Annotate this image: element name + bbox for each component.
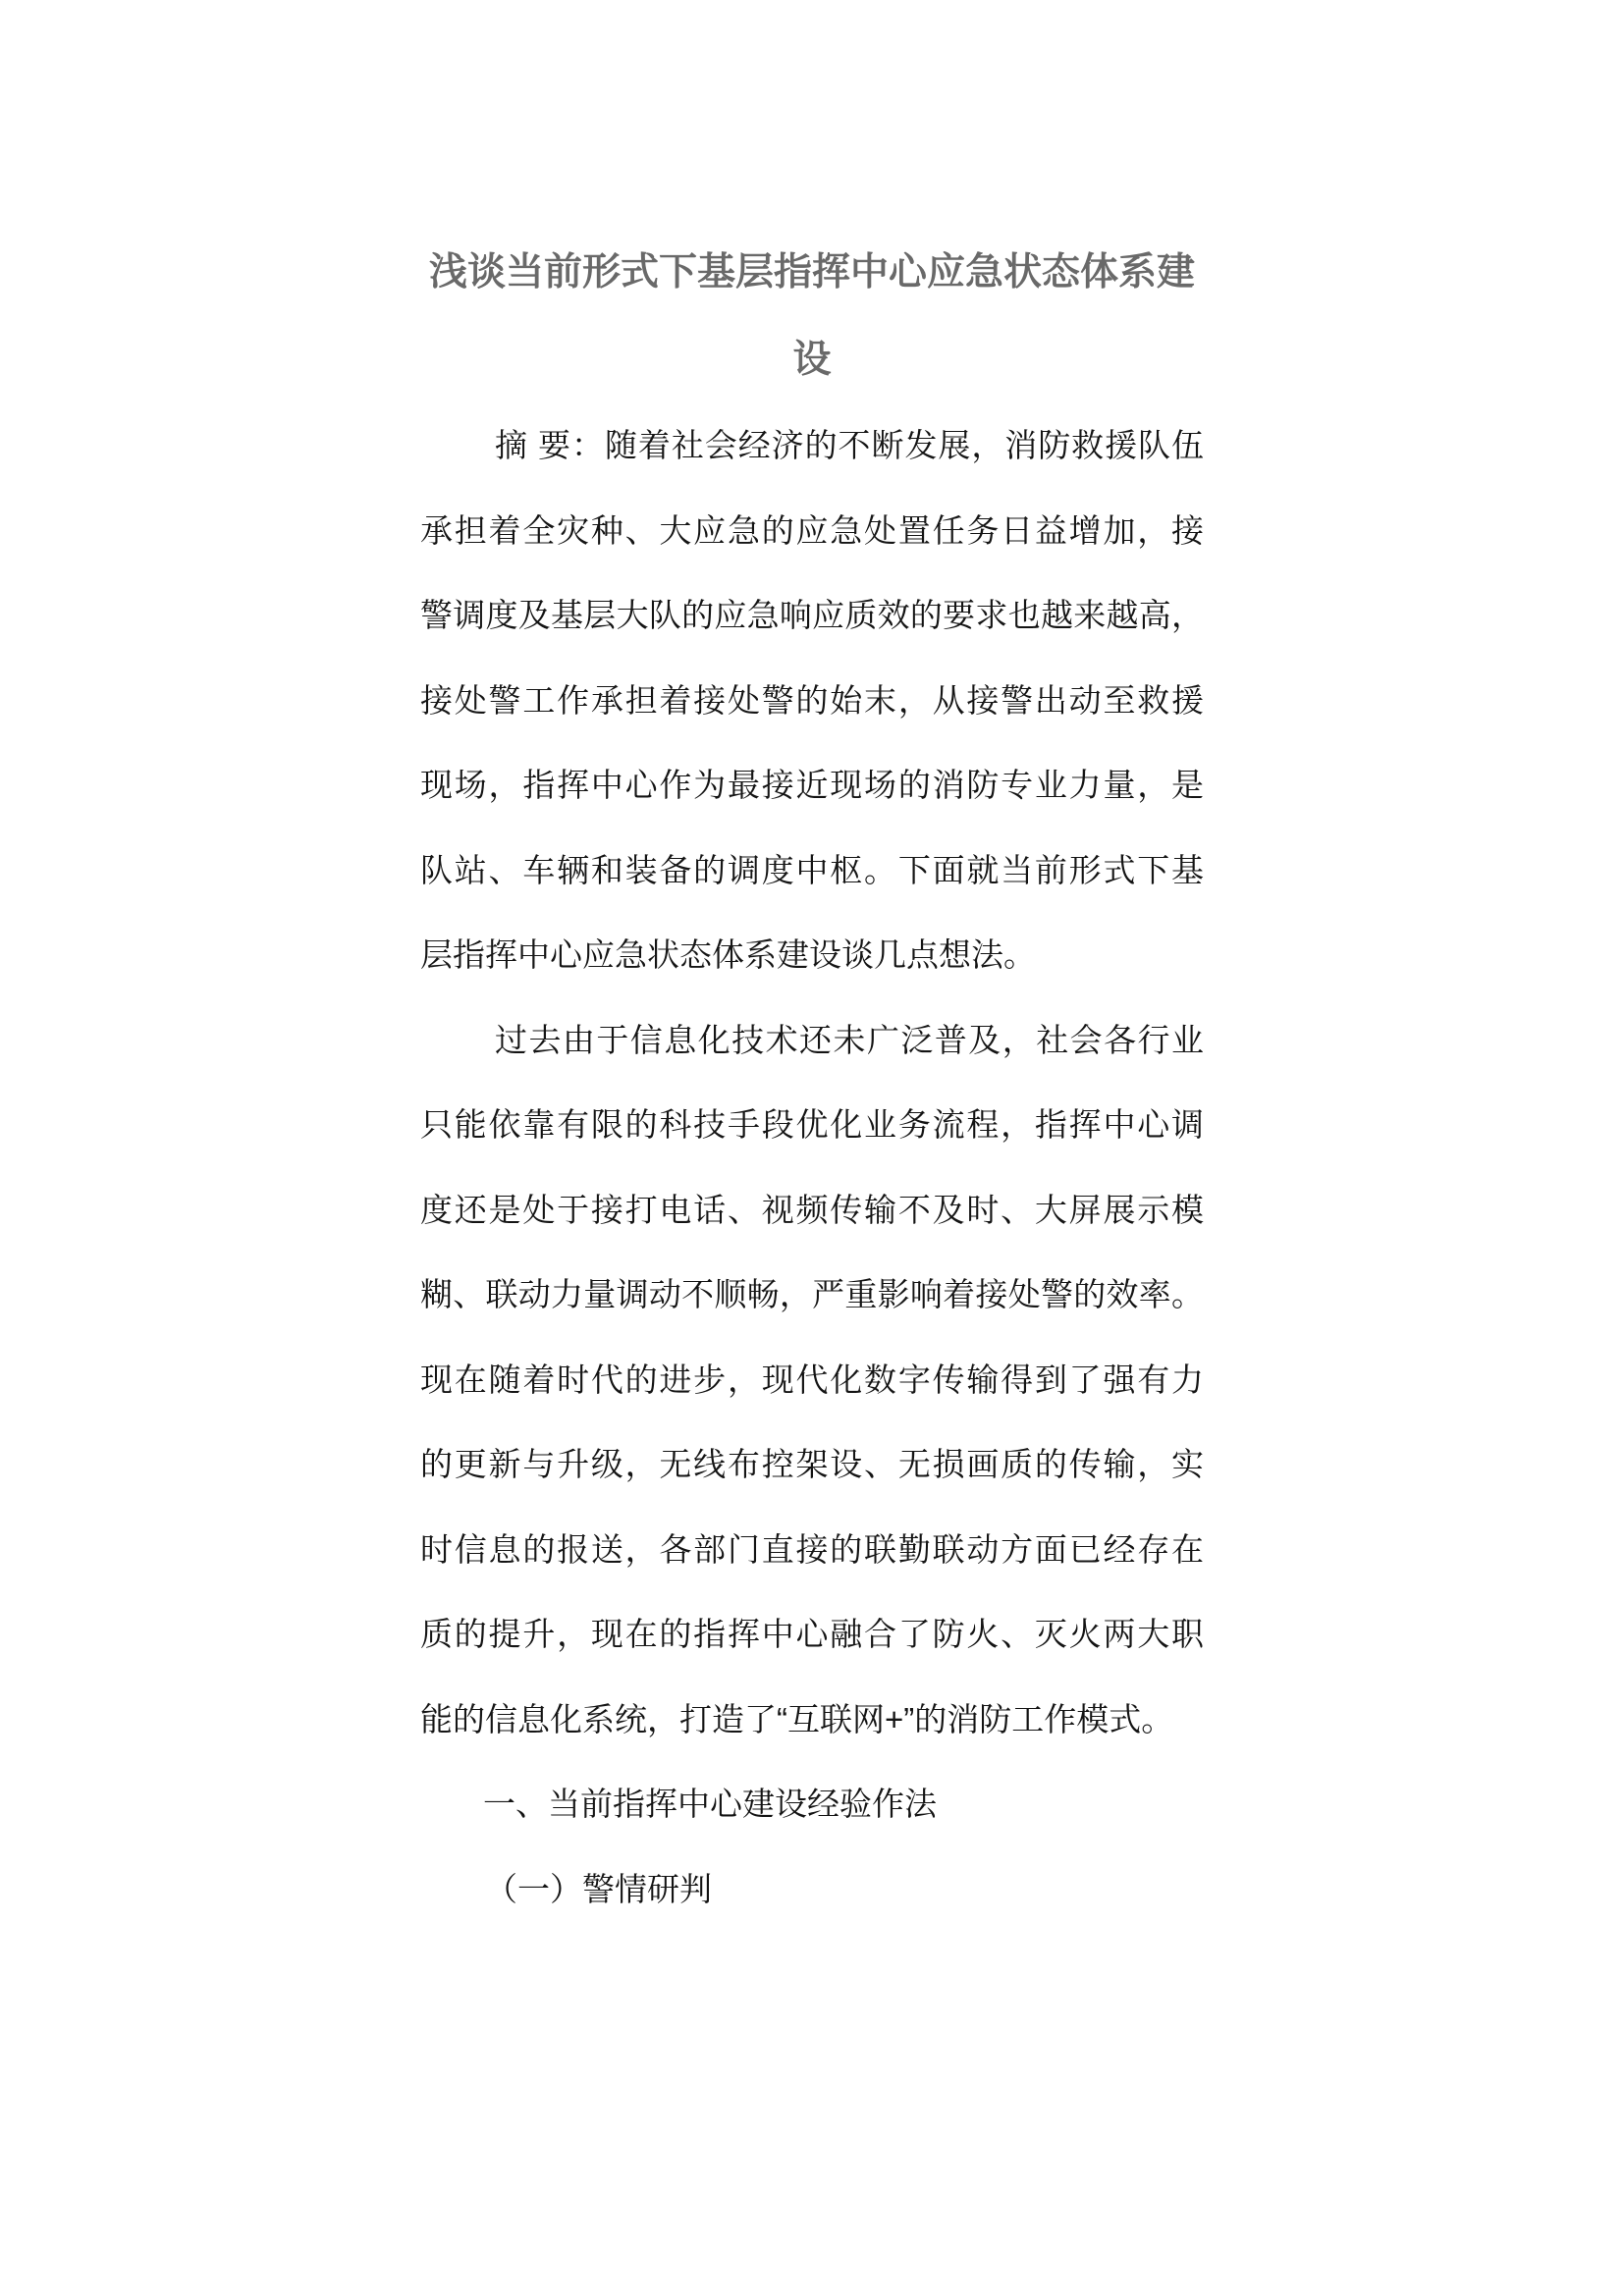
title-line: 设 [792, 339, 832, 381]
document-content [420, 0, 1204, 1932]
text-line: 警调度及基层大队的应急响应质效的要求也越来越高， [420, 597, 1204, 633]
text-line: 承担着全灾种、大应急的应急处置任务日益增加，接 [420, 511, 1204, 549]
text-line: 现场，指挥中心作为最接近现场的消防专业力量，是 [420, 767, 1204, 803]
text-line: 质的提升，现在的指挥中心融合了防火、灭火两大职 [420, 1616, 1204, 1652]
title-line: 浅谈当前形式下基层指挥中心应急状态体系建 [428, 251, 1195, 294]
document-title [420, 229, 1204, 403]
text-line: 糊、联动力量调动不顺畅，严重影响着接处警的效率。 [420, 1276, 1204, 1312]
text-line: 的更新与升级，无线布控架设、无损画质的传输，实 [420, 1446, 1204, 1482]
text-line: 只能依靠有限的科技手段优化业务流程，指挥中心调 [420, 1106, 1204, 1143]
text-line: 接处警工作承担着接处警的始末，从接警出动至救援 [420, 681, 1204, 719]
text-line: 度还是处于接打电话、视频传输不及时、大屏展示模 [420, 1191, 1204, 1228]
text-line: 摘 要：随着社会经济的不断发展，消防救援队伍 [495, 427, 1204, 463]
text-line: 能的信息化系统，打造了“互联网+”的消防工作模式。 [420, 1700, 1174, 1737]
text-line: 现在随着时代的进步，现代化数字传输得到了强有力 [420, 1361, 1204, 1398]
text-line: 层指挥中心应急状态体系建设谈几点想法。 [420, 936, 1036, 973]
text-line: （一）警情研判 [485, 1870, 712, 1907]
section-heading-1 [420, 1762, 1204, 1847]
abstract-paragraph [420, 403, 1204, 998]
text-line: 过去由于信息化技术还未广泛普及，社会各行业 [495, 1021, 1204, 1058]
text-line: 时信息的报送，各部门直接的联勤联动方面已经存在 [420, 1530, 1204, 1568]
subsection-heading-1 [420, 1847, 1204, 1933]
text-line: 一、当前指挥中心建设经验作法 [483, 1786, 937, 1822]
background-paragraph [420, 998, 1204, 1763]
document-body [420, 403, 1204, 1932]
text-line: 队站、车辆和装备的调度中枢。下面就当前形式下基 [420, 851, 1204, 888]
